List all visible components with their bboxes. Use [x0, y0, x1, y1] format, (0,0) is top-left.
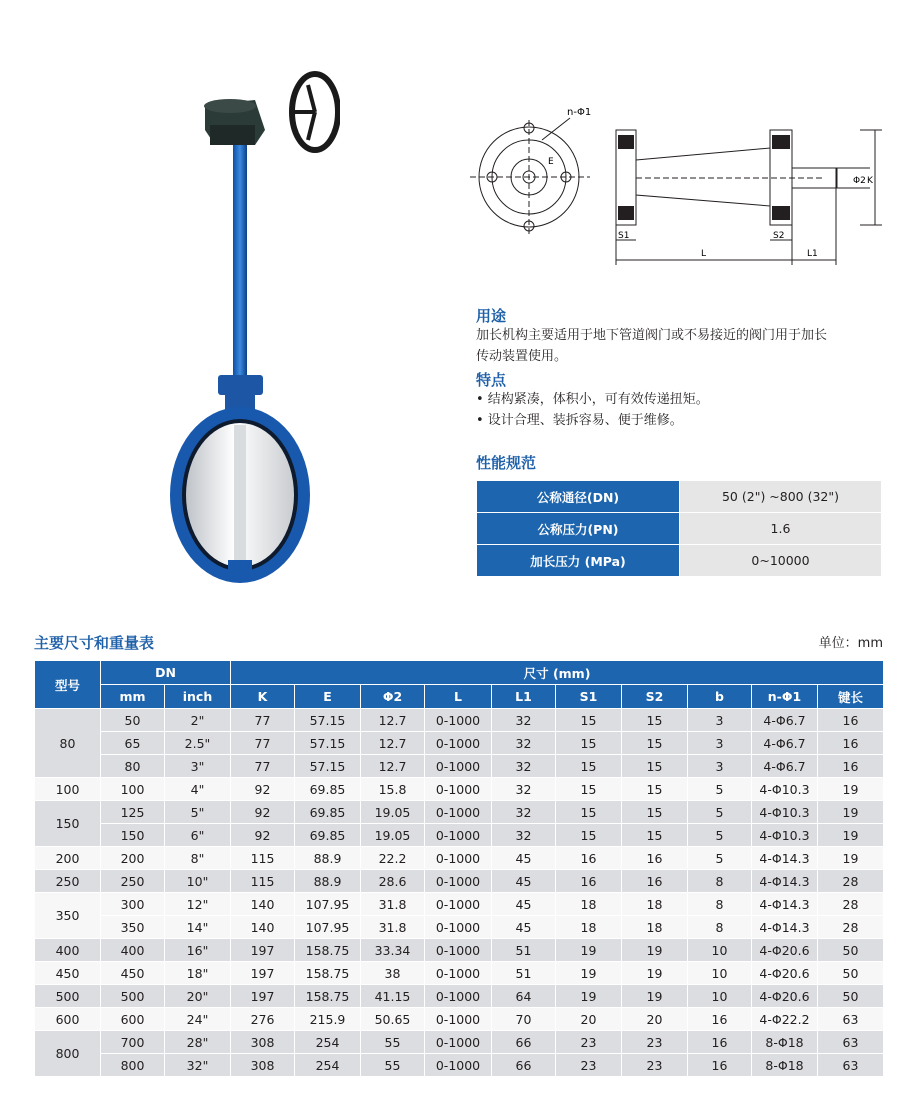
- table-cell: 4-Φ10.3: [752, 824, 818, 847]
- header-b: b: [688, 685, 752, 709]
- table-cell: 92: [231, 824, 295, 847]
- table-cell: 50: [818, 962, 884, 985]
- table-cell: 107.95: [295, 893, 361, 916]
- table-cell: 0-1000: [425, 778, 492, 801]
- table-cell: 70: [492, 1008, 556, 1031]
- model-cell: 100: [35, 778, 101, 801]
- table-cell: 51: [492, 962, 556, 985]
- table-cell: 0-1000: [425, 847, 492, 870]
- table-cell: 350: [101, 916, 165, 939]
- table-cell: 250: [101, 870, 165, 893]
- table-cell: 45: [492, 847, 556, 870]
- table-cell: 31.8: [361, 893, 425, 916]
- table-cell: 3: [688, 755, 752, 778]
- performance-table: [476, 480, 882, 577]
- table-cell: 19: [556, 985, 622, 1008]
- table-cell: 4-Φ20.6: [752, 962, 818, 985]
- table-cell: 0-1000: [425, 755, 492, 778]
- table-cell: 64: [492, 985, 556, 1008]
- table-cell: 32: [492, 755, 556, 778]
- header-s1: S1: [556, 685, 622, 709]
- model-cell: 200: [35, 847, 101, 870]
- performance-label: 公称通径(DN): [477, 481, 680, 513]
- table-cell: 5": [165, 801, 231, 824]
- table-cell: 15: [622, 732, 688, 755]
- header-model: 型号: [35, 661, 101, 709]
- table-row: [35, 1031, 884, 1054]
- performance-label: 加长压力 (MPa): [477, 545, 680, 577]
- table-row: [35, 893, 884, 916]
- table-cell: 0-1000: [425, 1008, 492, 1031]
- table-cell: 57.15: [295, 709, 361, 732]
- table-cell: 8": [165, 847, 231, 870]
- model-cell: 400: [35, 939, 101, 962]
- table-cell: 4-Φ14.3: [752, 870, 818, 893]
- table-cell: 19: [818, 778, 884, 801]
- table-cell: 4-Φ6.7: [752, 709, 818, 732]
- table-cell: 0-1000: [425, 985, 492, 1008]
- table-cell: 16: [688, 1008, 752, 1031]
- table-cell: 18": [165, 962, 231, 985]
- table-cell: 800: [101, 1054, 165, 1077]
- table-cell: 2": [165, 709, 231, 732]
- table-row: [35, 939, 884, 962]
- table-cell: 450: [101, 962, 165, 985]
- header-mm: mm: [101, 685, 165, 709]
- header-e: E: [295, 685, 361, 709]
- header-l: L: [425, 685, 492, 709]
- table-cell: 15: [556, 824, 622, 847]
- header-s2: S2: [622, 685, 688, 709]
- table-cell: 55: [361, 1054, 425, 1077]
- table-cell: 0-1000: [425, 893, 492, 916]
- table-cell: 16": [165, 939, 231, 962]
- table-cell: 50: [818, 939, 884, 962]
- table-cell: 32: [492, 824, 556, 847]
- table-cell: 80: [101, 755, 165, 778]
- table-cell: 77: [231, 755, 295, 778]
- table-cell: 50.65: [361, 1008, 425, 1031]
- table-cell: 20: [622, 1008, 688, 1031]
- table-cell: 19: [622, 962, 688, 985]
- table-cell: 45: [492, 916, 556, 939]
- table-cell: 28.6: [361, 870, 425, 893]
- table-cell: 100: [101, 778, 165, 801]
- table-cell: 28: [818, 916, 884, 939]
- table-cell: 16: [556, 847, 622, 870]
- table-cell: 15: [622, 709, 688, 732]
- table-cell: 158.75: [295, 939, 361, 962]
- table-cell: 51: [492, 939, 556, 962]
- table-cell: 50: [101, 709, 165, 732]
- label-s1: S1: [618, 231, 630, 241]
- header-phi2: Φ2: [361, 685, 425, 709]
- table-cell: 77: [231, 732, 295, 755]
- table-cell: 18: [556, 893, 622, 916]
- table-cell: 150: [101, 824, 165, 847]
- table-cell: 400: [101, 939, 165, 962]
- table-row: [35, 847, 884, 870]
- table-cell: 158.75: [295, 985, 361, 1008]
- feature-item: • 设计合理、装拆容易、便于维修。: [476, 413, 683, 428]
- table-cell: 19: [622, 985, 688, 1008]
- table-cell: 92: [231, 778, 295, 801]
- table-cell: 12.7: [361, 732, 425, 755]
- table-cell: 0-1000: [425, 962, 492, 985]
- table-cell: 55: [361, 1031, 425, 1054]
- usage-line-1: 加长机构主要适用于地下管道阀门或不易接近的阀门用于加长: [476, 328, 828, 343]
- table-cell: 16: [688, 1031, 752, 1054]
- header-inch: inch: [165, 685, 231, 709]
- table-cell: 19: [818, 847, 884, 870]
- table-cell: 158.75: [295, 962, 361, 985]
- table-cell: 4-Φ20.6: [752, 939, 818, 962]
- feature-item: • 结构紧凑，体积小，可有效传递扭矩。: [476, 392, 709, 407]
- table-cell: 28: [818, 893, 884, 916]
- table-cell: 4-Φ6.7: [752, 755, 818, 778]
- table-cell: 5: [688, 801, 752, 824]
- table-cell: 19: [556, 939, 622, 962]
- table-row: [35, 824, 884, 847]
- table-cell: 700: [101, 1031, 165, 1054]
- table-cell: 0-1000: [425, 824, 492, 847]
- table-cell: 10": [165, 870, 231, 893]
- table-cell: 63: [818, 1054, 884, 1077]
- table-row: [35, 985, 884, 1008]
- table-cell: 0-1000: [425, 801, 492, 824]
- table-cell: 63: [818, 1008, 884, 1031]
- performance-value: 1.6: [680, 513, 882, 545]
- table-cell: 4-Φ22.2: [752, 1008, 818, 1031]
- table-cell: 0-1000: [425, 916, 492, 939]
- table-cell: 32: [492, 801, 556, 824]
- table-cell: 8: [688, 916, 752, 939]
- dimension-table: [34, 660, 884, 1077]
- table-cell: 4-Φ14.3: [752, 916, 818, 939]
- usage-title: 用途: [476, 307, 507, 325]
- main-table-title: 主要尺寸和重量表: [34, 634, 155, 652]
- model-cell: 450: [35, 962, 101, 985]
- performance-row: [477, 545, 882, 577]
- table-cell: 15: [556, 778, 622, 801]
- table-cell: 276: [231, 1008, 295, 1031]
- label-k: K: [867, 176, 873, 186]
- table-row: [35, 962, 884, 985]
- table-cell: 0-1000: [425, 1054, 492, 1077]
- label-s2: S2: [773, 231, 785, 241]
- table-cell: 10: [688, 962, 752, 985]
- table-row: [35, 778, 884, 801]
- table-cell: 41.15: [361, 985, 425, 1008]
- model-cell: 80: [35, 709, 101, 778]
- table-cell: 92: [231, 801, 295, 824]
- table-cell: 4": [165, 778, 231, 801]
- table-cell: 31.8: [361, 916, 425, 939]
- performance-value: 50 (2") ~800 (32"): [680, 481, 882, 513]
- table-cell: 63: [818, 1031, 884, 1054]
- features-list: [476, 389, 896, 431]
- table-cell: 32: [492, 732, 556, 755]
- table-cell: 19.05: [361, 801, 425, 824]
- performance-title: 性能规范: [476, 454, 537, 472]
- table-cell: 65: [101, 732, 165, 755]
- header-nphi1: n-Φ1: [752, 685, 818, 709]
- header-size: 尺寸 (mm): [231, 661, 884, 685]
- table-cell: 12.7: [361, 755, 425, 778]
- table-cell: 23: [622, 1054, 688, 1077]
- table-cell: 28": [165, 1031, 231, 1054]
- table-cell: 15: [622, 755, 688, 778]
- table-row: [35, 1008, 884, 1031]
- table-cell: 69.85: [295, 801, 361, 824]
- table-cell: 19: [818, 801, 884, 824]
- table-cell: 4-Φ6.7: [752, 732, 818, 755]
- header-k: K: [231, 685, 295, 709]
- table-cell: 15: [622, 801, 688, 824]
- table-cell: 18: [556, 916, 622, 939]
- model-cell: 250: [35, 870, 101, 893]
- table-cell: 3: [688, 732, 752, 755]
- table-cell: 32: [492, 709, 556, 732]
- table-cell: 8: [688, 870, 752, 893]
- table-cell: 4-Φ14.3: [752, 893, 818, 916]
- table-cell: 45: [492, 893, 556, 916]
- table-row: [35, 732, 884, 755]
- table-cell: 88.9: [295, 847, 361, 870]
- table-cell: 38: [361, 962, 425, 985]
- table-cell: 140: [231, 916, 295, 939]
- table-cell: 57.15: [295, 732, 361, 755]
- table-cell: 2.5": [165, 732, 231, 755]
- table-cell: 23: [622, 1031, 688, 1054]
- dimension-table-body: [35, 709, 884, 1077]
- table-cell: 8: [688, 893, 752, 916]
- table-cell: 15: [622, 778, 688, 801]
- table-cell: 18: [622, 893, 688, 916]
- usage-line-2: 传动装置使用。: [476, 349, 568, 364]
- table-cell: 22.2: [361, 847, 425, 870]
- model-cell: 150: [35, 801, 101, 847]
- table-cell: 77: [231, 709, 295, 732]
- product-photo: [150, 60, 340, 585]
- table-row: [35, 1054, 884, 1077]
- table-cell: 4-Φ10.3: [752, 778, 818, 801]
- table-cell: 32: [492, 778, 556, 801]
- table-cell: 4-Φ20.6: [752, 985, 818, 1008]
- table-cell: 19.05: [361, 824, 425, 847]
- table-cell: 15: [556, 709, 622, 732]
- table-cell: 16: [688, 1054, 752, 1077]
- performance-label: 公称压力(PN): [477, 513, 680, 545]
- table-cell: 19: [622, 939, 688, 962]
- table-cell: 308: [231, 1054, 295, 1077]
- label-l1: L1: [807, 249, 818, 259]
- table-cell: 19: [556, 962, 622, 985]
- table-cell: 107.95: [295, 916, 361, 939]
- table-cell: 23: [556, 1054, 622, 1077]
- table-cell: 5: [688, 778, 752, 801]
- table-cell: 600: [101, 1008, 165, 1031]
- table-cell: 69.85: [295, 778, 361, 801]
- table-cell: 50: [818, 985, 884, 1008]
- table-cell: 10: [688, 985, 752, 1008]
- table-cell: 24": [165, 1008, 231, 1031]
- table-cell: 66: [492, 1031, 556, 1054]
- performance-row: [477, 513, 882, 545]
- table-cell: 16: [622, 847, 688, 870]
- label-phi2: Φ2: [853, 176, 866, 186]
- table-cell: 5: [688, 824, 752, 847]
- table-cell: 197: [231, 939, 295, 962]
- table-cell: 57.15: [295, 755, 361, 778]
- label-e: E: [548, 157, 554, 167]
- table-cell: 32": [165, 1054, 231, 1077]
- table-cell: 115: [231, 847, 295, 870]
- table-cell: 200: [101, 847, 165, 870]
- table-cell: 45: [492, 870, 556, 893]
- table-cell: 19: [818, 824, 884, 847]
- table-cell: 15: [622, 824, 688, 847]
- table-cell: 8-Φ18: [752, 1054, 818, 1077]
- table-row: [35, 870, 884, 893]
- table-cell: 197: [231, 985, 295, 1008]
- table-cell: 3: [688, 709, 752, 732]
- table-cell: 6": [165, 824, 231, 847]
- table-cell: 254: [295, 1054, 361, 1077]
- table-row: [35, 755, 884, 778]
- table-cell: 4-Φ10.3: [752, 801, 818, 824]
- table-cell: 16: [818, 732, 884, 755]
- table-cell: 15: [556, 801, 622, 824]
- unit-label: 单位：mm: [818, 636, 883, 651]
- table-cell: 5: [688, 847, 752, 870]
- model-cell: 350: [35, 893, 101, 939]
- table-cell: 18: [622, 916, 688, 939]
- table-cell: 15: [556, 755, 622, 778]
- usage-text: [476, 325, 896, 367]
- table-cell: 115: [231, 870, 295, 893]
- table-cell: 69.85: [295, 824, 361, 847]
- table-cell: 16: [818, 755, 884, 778]
- table-cell: 12": [165, 893, 231, 916]
- table-cell: 15: [556, 732, 622, 755]
- model-cell: 800: [35, 1031, 101, 1077]
- table-row: [35, 801, 884, 824]
- table-cell: 16: [818, 709, 884, 732]
- header-dn: DN: [101, 661, 231, 685]
- table-cell: 10: [688, 939, 752, 962]
- table-cell: 14": [165, 916, 231, 939]
- performance-value: 0~10000: [680, 545, 882, 577]
- table-cell: 0-1000: [425, 1031, 492, 1054]
- performance-row: [477, 481, 882, 513]
- table-cell: 500: [101, 985, 165, 1008]
- table-cell: 215.9: [295, 1008, 361, 1031]
- table-cell: 20: [556, 1008, 622, 1031]
- table-row: [35, 916, 884, 939]
- table-cell: 300: [101, 893, 165, 916]
- table-cell: 12.7: [361, 709, 425, 732]
- header-l1: L1: [492, 685, 556, 709]
- table-cell: 66: [492, 1054, 556, 1077]
- table-cell: 15.8: [361, 778, 425, 801]
- header-key-length: 键长: [818, 685, 884, 709]
- table-cell: 23: [556, 1031, 622, 1054]
- table-cell: 308: [231, 1031, 295, 1054]
- table-cell: 33.34: [361, 939, 425, 962]
- table-cell: 140: [231, 893, 295, 916]
- table-cell: 197: [231, 962, 295, 985]
- table-cell: 88.9: [295, 870, 361, 893]
- features-title: 特点: [476, 371, 507, 389]
- table-cell: 16: [622, 870, 688, 893]
- model-cell: 600: [35, 1008, 101, 1031]
- table-cell: 254: [295, 1031, 361, 1054]
- table-cell: 4-Φ14.3: [752, 847, 818, 870]
- model-cell: 500: [35, 985, 101, 1008]
- table-cell: 16: [556, 870, 622, 893]
- table-cell: 8-Φ18: [752, 1031, 818, 1054]
- table-row: [35, 709, 884, 732]
- table-cell: 0-1000: [425, 870, 492, 893]
- dimension-diagram: [470, 100, 890, 275]
- label-l: L: [701, 249, 707, 259]
- label-n-phi1: n-Φ1: [567, 107, 592, 118]
- table-cell: 0-1000: [425, 939, 492, 962]
- table-cell: 20": [165, 985, 231, 1008]
- table-cell: 28: [818, 870, 884, 893]
- table-cell: 3": [165, 755, 231, 778]
- table-cell: 0-1000: [425, 732, 492, 755]
- table-cell: 0-1000: [425, 709, 492, 732]
- table-cell: 125: [101, 801, 165, 824]
